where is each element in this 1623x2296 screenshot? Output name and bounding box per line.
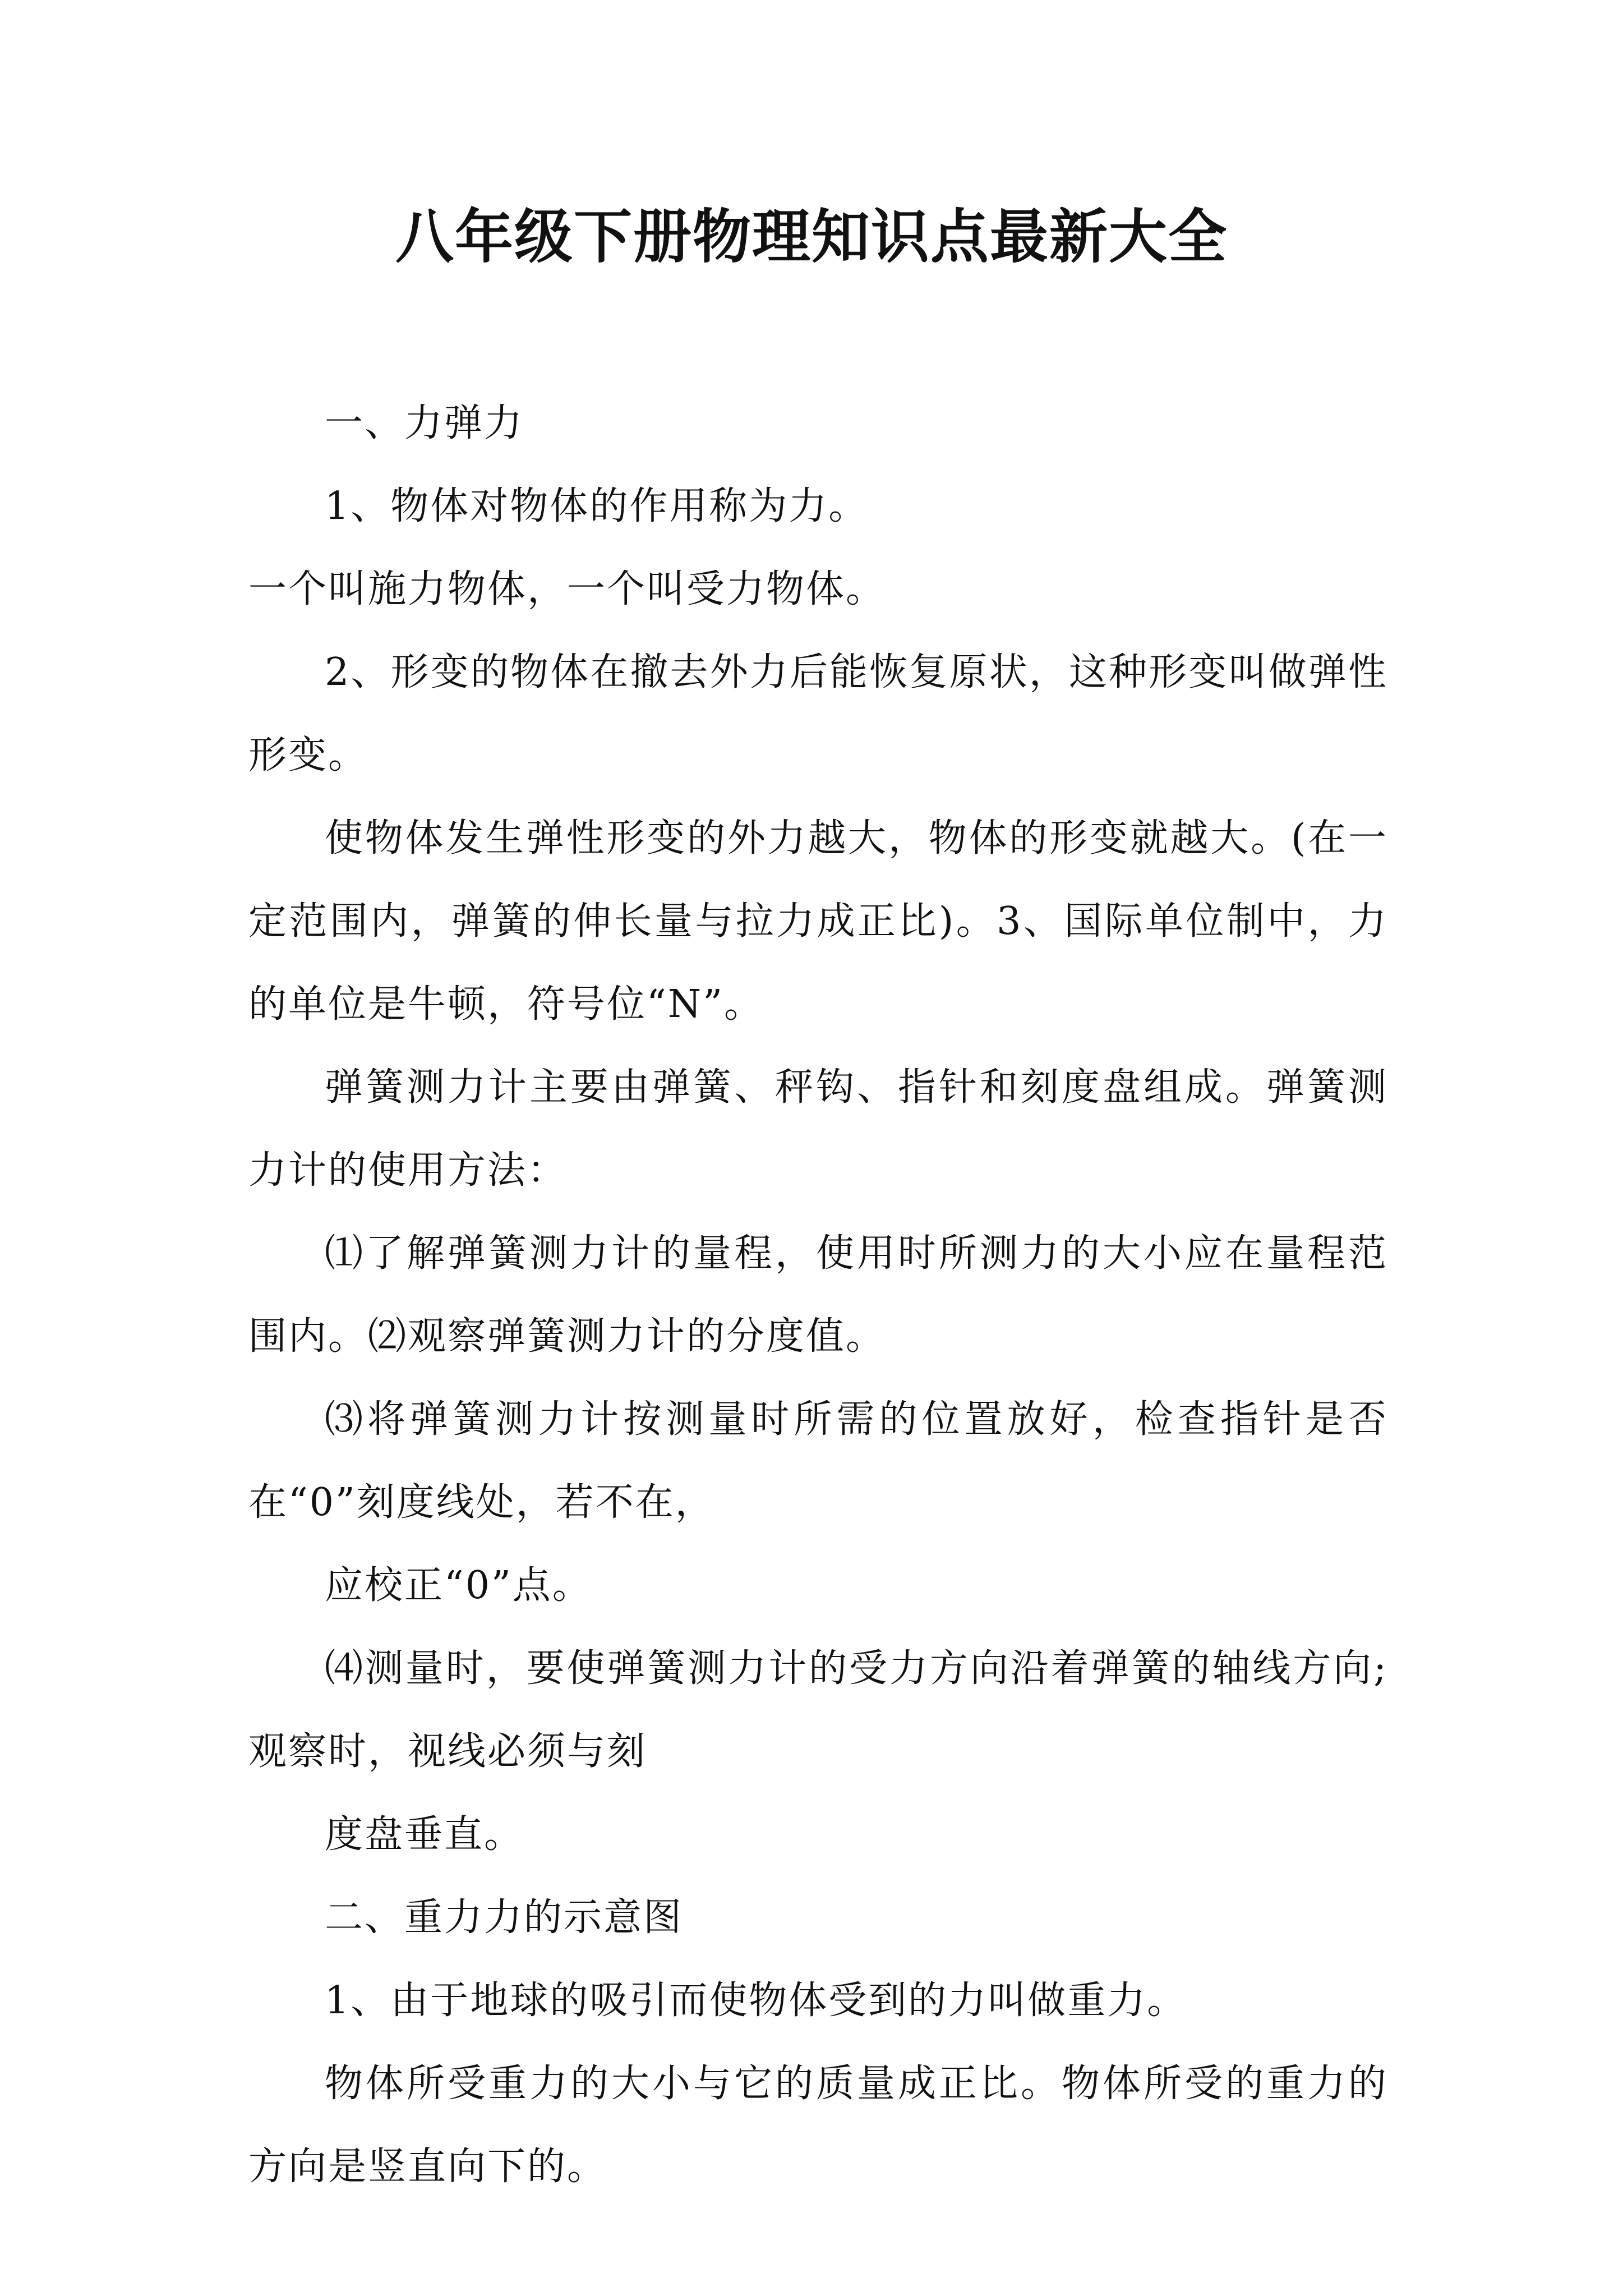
section-heading-gravity: 二、重力力的示意图 <box>325 1895 684 1940</box>
document-title: 八年级下册物理知识点最新大全 <box>395 203 1228 271</box>
paragraph: 度盘垂直。 <box>325 1812 524 1857</box>
document-body <box>248 382 1388 2208</box>
paragraph: ⑷测量时，要使弹簧测力计的受力方向沿着弹簧的轴线方向;观察时，视线必须与刻 <box>248 1646 1388 1774</box>
paragraph: 弹簧测力计主要由弹簧、秤钩、指针和刻度盘组成。弹簧测力计的使用方法： <box>248 1065 1388 1193</box>
paragraph: ⑶将弹簧测力计按测量时所需的位置放好，检查指针是否在“0”刻度线处，若不在， <box>248 1397 1388 1525</box>
paragraph: ⑴了解弹簧测力计的量程，使用时所测力的大小应在量程范围内。⑵观察弹簧测力计的分度值。 <box>248 1231 1388 1359</box>
paragraph: 一个叫施力物体，一个叫受力物体。 <box>248 567 886 611</box>
paragraph: 物体所受重力的大小与它的质量成正比。物体所受的重力的方向是竖直向下的。 <box>248 2062 1388 2189</box>
paragraph: 应校正“0”点。 <box>325 1563 592 1608</box>
section-heading-force: 一、力弹力 <box>325 401 524 445</box>
paragraph: 1、物体对物体的作用称为力。 <box>325 484 869 528</box>
paragraph: 使物体发生弹性形变的外力越大，物体的形变就越大。(在一定范围内，弹簧的伸长量与拉力成正比)。3、国际单位制中，力的单位是牛顿，符号位“N”。 <box>248 816 1388 1027</box>
paragraph: 2、形变的物体在撤去外力后能恢复原状，这种形变叫做弹性形变。 <box>248 650 1388 777</box>
paragraph: 1、由于地球的吸引而使物体受到的力叫做重力。 <box>325 1978 1187 2023</box>
